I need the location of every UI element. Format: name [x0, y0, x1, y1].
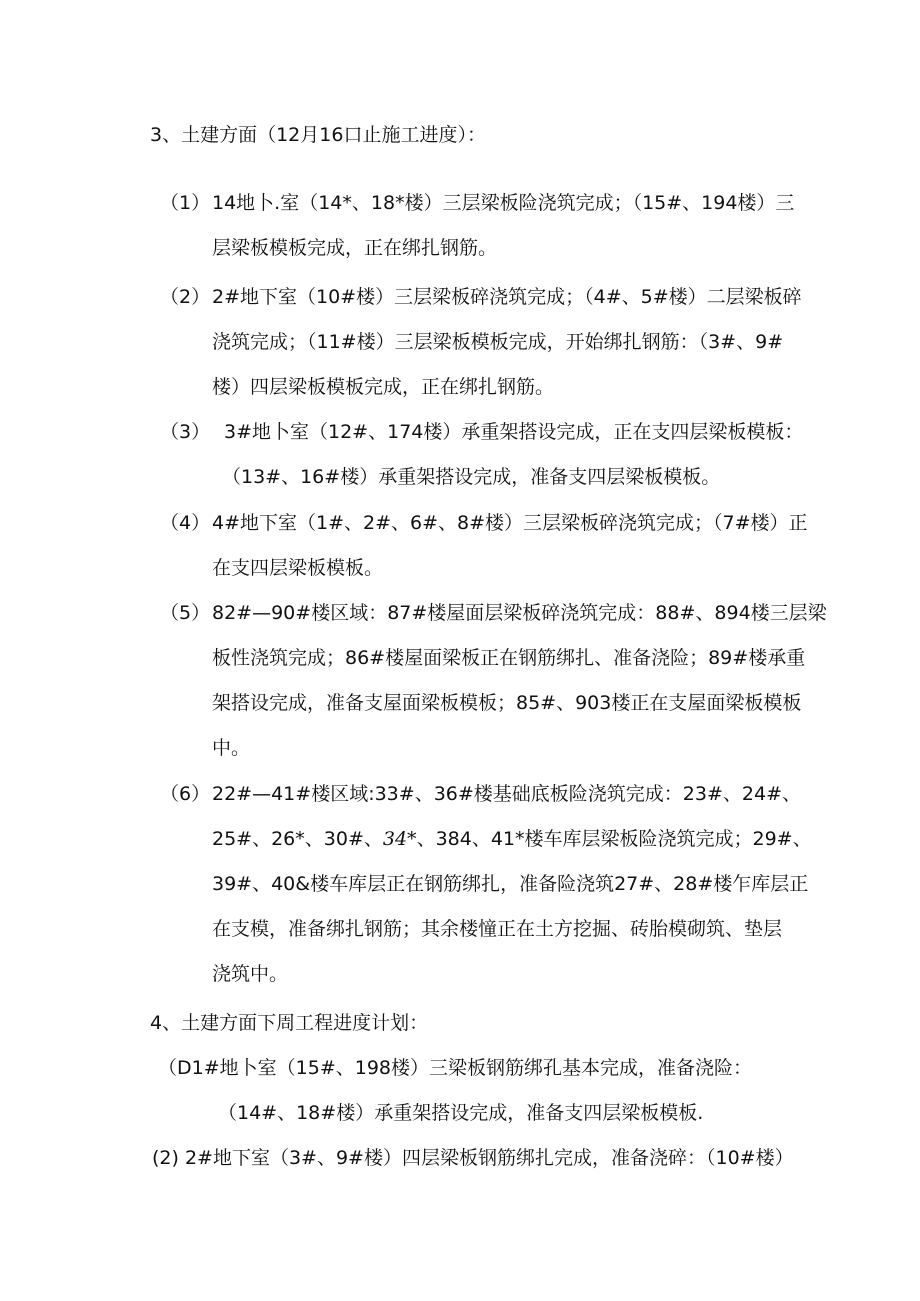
item-text: 2#地下室（10#楼）三层梁板碎浇筑完成；（4#、5#楼）二层梁板碎 — [212, 286, 802, 308]
item-5-continuation: 板性浇筑完成；86#楼屋面梁板正在钢筋绑扎、准备浇险；89#楼承重 — [212, 647, 806, 669]
item-1-continuation: 层梁板模板完成，正在绑扎钢筋。 — [212, 237, 498, 259]
item-text: 4#地下室（1#、2#、6#、8#楼）三层梁板碎浇筑完成；（7#楼）正 — [212, 512, 808, 534]
item-text: 22#—41#楼区域:33#、36#楼基础底板险浇筑完成：23#、24#、 — [212, 783, 801, 805]
item-text: 82#—90#楼区域：87#楼屋面层梁板碎浇筑完成：88#、894楼三层梁 — [212, 602, 827, 624]
item-2-continuation: 楼）四层梁板模板完成，正在绑扎钢筋。 — [212, 376, 555, 398]
item-label: （4） — [160, 512, 211, 534]
item-4-continuation: 在支四层梁板模板。 — [212, 557, 384, 579]
item-label: （2） — [160, 286, 211, 308]
item-label: （5） — [160, 602, 211, 624]
item-text: 25#、26*、30#、 — [212, 828, 383, 850]
item-6-continuation — [212, 827, 812, 851]
item-label: （6） — [160, 783, 211, 805]
plan-line: (2) 2#地下室（3#、9#楼）四层梁板钢筋绑扎完成，准备浇碎：（10#楼） — [152, 1147, 794, 1169]
item-label: （1） — [160, 192, 211, 214]
item-3-first-line — [160, 420, 803, 444]
item-6-continuation: 39#、40&楼车库层正在钢筋绑扎，准备险浇筑27#、28#楼乍库层正 — [212, 873, 809, 895]
section-4-heading: 4、土建方面下周工程进度计划： — [150, 1012, 429, 1034]
item-3-continuation: （13#、16#楼）承重架搭设完成，准备支四层梁板模板。 — [222, 466, 721, 488]
item-2-first-line — [160, 285, 802, 309]
item-1-first-line — [160, 191, 794, 215]
item-text: 、384、41*楼车库层梁板险浇筑完成；29#、 — [416, 828, 812, 850]
item-2-continuation: 浇筑完成；（11#楼）三层梁板模板完成，开始绑扎钢筋：（3#、9# — [212, 331, 784, 353]
item-5-continuation: 中。 — [212, 737, 251, 759]
plan-line: （D1#地卜室（15#、198楼）三梁板钢筋绑孔基本完成，准备浇险： — [158, 1057, 753, 1079]
item-6-continuation: 浇筑中。 — [212, 963, 289, 985]
item-text: 3#地卜室（12#、174楼）承重架搭设完成，正在支四层梁板模板： — [224, 421, 804, 443]
section-3-heading: 3、土建方面（12月16口止施工进度）： — [150, 124, 486, 146]
plan-line: （14#、18#楼）承重架搭设完成，准备支四层梁板模板. — [218, 1102, 704, 1124]
item-4-first-line — [160, 511, 808, 535]
item-5-first-line — [160, 601, 827, 625]
item-5-continuation: 架搭设完成，准备支屋面梁板模板；85#、903楼正在支屋面梁板模板 — [212, 692, 802, 714]
item-6-first-line — [160, 782, 801, 806]
item-6-continuation: 在支模，准备绑扎钢筋；其余楼憧正在土方挖掘、砖胎模砌筑、垫层 — [212, 918, 783, 940]
item-text: 14地卜.室（14*、18*楼）三层梁板险浇筑完成；（15#、194楼）三 — [212, 192, 795, 214]
italic-text: 34* — [382, 828, 417, 850]
item-label: （3） — [160, 421, 211, 443]
